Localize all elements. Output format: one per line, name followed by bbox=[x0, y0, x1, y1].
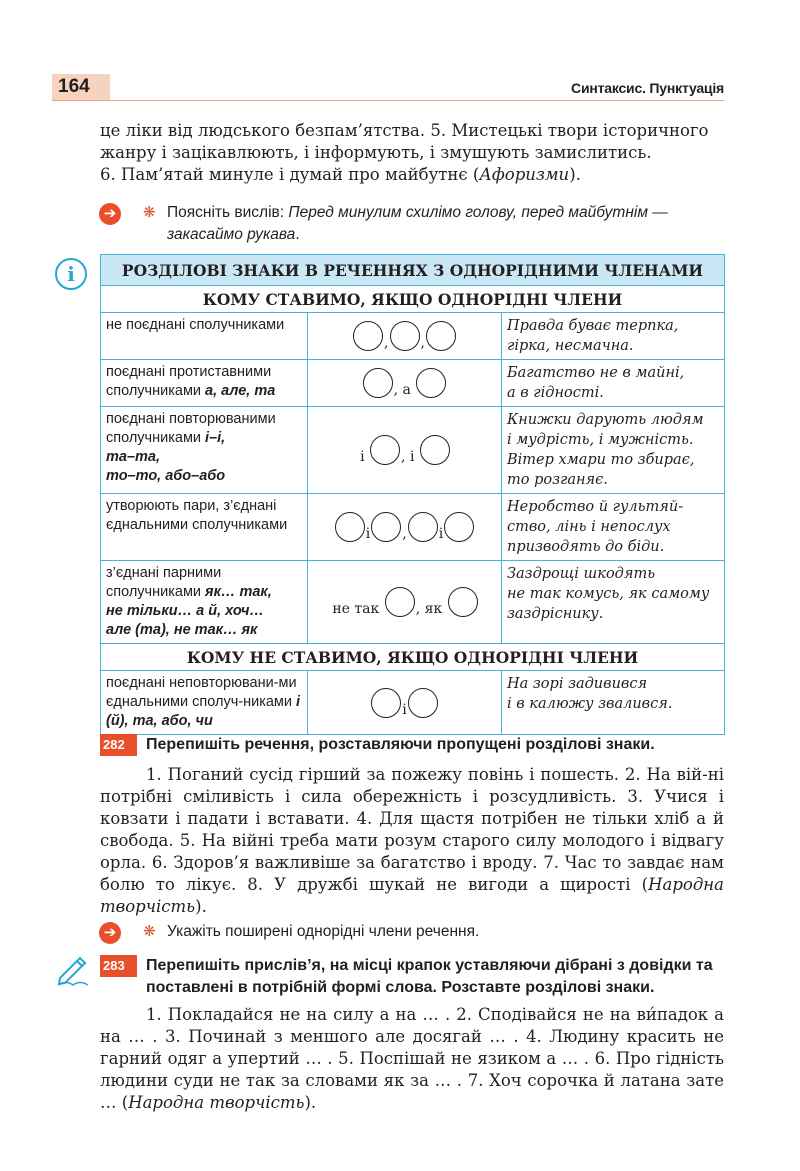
condition-cell: поєднані протиставними сполучниками а, але, та bbox=[101, 360, 308, 407]
snowflake-icon: ❋ bbox=[143, 922, 156, 940]
table-row bbox=[101, 671, 725, 735]
header-divider bbox=[52, 100, 724, 101]
snowflake-icon: ❋ bbox=[143, 203, 156, 221]
scheme-cell: не так , як bbox=[308, 561, 502, 644]
arrow-right-icon: ➔ bbox=[99, 203, 121, 225]
page-number: 164 bbox=[58, 76, 90, 97]
table-section-heading: КОМУ НЕ СТАВИМО, ЯКЩО ОДНОРІДНІ ЧЛЕНИ bbox=[101, 644, 725, 671]
exercise-title: Перепишіть прислів’я, на місці крапок уставляючи дібрані з довідки та поставлені в потрібній формі слова. Розставте розділові знаки. bbox=[146, 957, 713, 996]
exercise-subtask: Укажіть поширені однорідні члени речення. bbox=[167, 923, 480, 940]
table-row bbox=[101, 313, 725, 360]
table-row bbox=[101, 494, 725, 561]
condition-cell: з’єднані парними сполучниками як… так, не тільки… а й, хоч… але (та), не так… як bbox=[101, 561, 308, 644]
pencil-icon bbox=[56, 952, 90, 986]
condition-cell: не поєднані сполучниками bbox=[101, 313, 308, 360]
condition-cell: поєднані неповторювани-ми єднальними сполуч-никами і (й), та, або, чи bbox=[101, 671, 308, 735]
exercise-title: Перепишіть речення, розставляючи пропущені розділові знаки. bbox=[146, 736, 655, 753]
exercise-text: 1. Покладайся не на силу а на … . 2. Сподівайся не на ви́падок а на … . 3. Починай з меншого але досягай … . 4. Людину красить не гарний одяг а упертий … . 5. Поспішай не язиком а … . 6. Про гідність людини суди не так за словами як за … . 7. Хоч сорочка й латана зате … (Народна творчість). bbox=[100, 1005, 724, 1112]
scheme-cell: і , і bbox=[308, 407, 502, 494]
exercise-number: 282 bbox=[100, 734, 137, 756]
explain-task: Поясніть вислів: Перед минулим схилімо голову, перед майбутнім — закасаймо рукава. bbox=[167, 204, 668, 243]
rules-table bbox=[100, 254, 725, 735]
example-cell: Неробство й гультяй- ство, лінь і непослух призводять до біди. bbox=[502, 494, 725, 561]
scheme-cell: , а bbox=[308, 360, 502, 407]
scheme-cell: і , і bbox=[308, 494, 502, 561]
example-cell: Книжки дарують людям і мудрість, і мужність. Вітер хмари то збирає, то розганяє. bbox=[502, 407, 725, 494]
info-icon: i bbox=[55, 258, 87, 290]
example-cell: Заздрощі шкодять не так комусь, як самому заздріснику. bbox=[502, 561, 725, 644]
exercise-text: 1. Поганий сусід гірший за пожежу повінь і пошесть. 2. На вій-ні потрібні сміливість і сила обережність і розсудливість. 3. Учися і ковзати і падати і вставати. 4. Для щастя потрібен не тільки хліб а й свобода. 5. На війні треба мати розум старого силу молодого і відвагу орла. 6. Здоров’я важливіше за багатство і вроду. 7. Час то завдає нам болю то лікує. 8. У дружбі шукай не вигоди а щирості (Народна творчість). bbox=[100, 765, 724, 916]
condition-cell: поєднані повторюваними сполучниками і–і, та–та, то–то, або–або bbox=[101, 407, 308, 494]
example-cell: Правда буває терпка, гірка, несмачна. bbox=[502, 313, 725, 360]
table-row bbox=[101, 407, 725, 494]
condition-cell: утворюють пари, з’єднані єднальними сполучниками bbox=[101, 494, 308, 561]
intro-paragraph bbox=[100, 120, 724, 186]
running-title: Синтаксис. Пунктуація bbox=[571, 80, 724, 96]
table-row bbox=[101, 360, 725, 407]
table-row bbox=[101, 561, 725, 644]
intro-line: жанру і зацікавлюють, і інформують, і змушують замислитись. bbox=[100, 143, 652, 162]
scheme-cell: , , bbox=[308, 313, 502, 360]
table-section-heading: КОМУ СТАВИМО, ЯКЩО ОДНОРІДНІ ЧЛЕНИ bbox=[101, 286, 725, 313]
table-title: РОЗДІЛОВІ ЗНАКИ В РЕЧЕННЯХ З ОДНОРІДНИМИ ЧЛЕНАМИ bbox=[101, 255, 725, 286]
example-cell: На зорі задивився і в калюжу звалився. bbox=[502, 671, 725, 735]
exercise-number: 283 bbox=[100, 955, 137, 977]
intro-line: це ліки від людського безпам’ятства. 5. Мистецькі твори історичного bbox=[100, 121, 709, 140]
arrow-right-icon: ➔ bbox=[99, 922, 121, 944]
example-cell: Багатство не в майні, а в гідності. bbox=[502, 360, 725, 407]
scheme-cell: і bbox=[308, 671, 502, 735]
intro-line: 6. Пам’ятай минуле і думай про майбутнє (Афоризми). bbox=[100, 165, 581, 184]
